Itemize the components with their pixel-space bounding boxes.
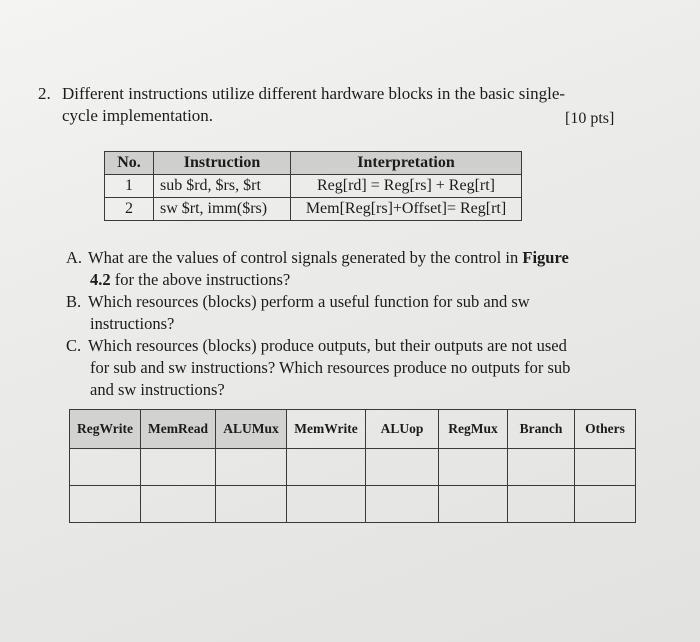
row-interpretation: Mem[Reg[rs]+Offset]= Reg[rt]	[291, 198, 522, 221]
answer-cell[interactable]	[439, 486, 508, 523]
answer-cell[interactable]	[216, 486, 287, 523]
answer-cell[interactable]	[70, 449, 141, 486]
answer-cell[interactable]	[366, 449, 439, 486]
sub-question-a-text: What are the values of control signals generated by the control in	[88, 248, 523, 267]
header-regwrite: RegWrite	[70, 410, 141, 449]
sub-question-a-text-cont: for the above instructions?	[110, 270, 291, 289]
sub-question-c-text-cont2: and sw instructions?	[90, 380, 225, 399]
answer-cell[interactable]	[216, 449, 287, 486]
row-instruction: sub $rd, $rs, $rt	[154, 175, 291, 198]
answer-cell[interactable]	[287, 486, 366, 523]
figure-reference: Figure	[522, 248, 569, 267]
signals-header-row	[70, 410, 636, 449]
header-alumux: ALUMux	[216, 410, 287, 449]
question-points: [10 pts]	[565, 110, 615, 127]
header-no: No.	[105, 152, 154, 175]
sub-question-c	[66, 335, 636, 401]
answer-cell[interactable]	[366, 486, 439, 523]
table-header-row	[105, 152, 522, 175]
row-number: 1	[105, 175, 154, 198]
row-interpretation: Reg[rd] = Reg[rs] + Reg[rt]	[291, 175, 522, 198]
figure-number: 4.2	[90, 270, 111, 289]
header-aluop: ALUop	[366, 410, 439, 449]
sub-question-b-text-cont: instructions?	[90, 314, 175, 333]
answer-cell[interactable]	[141, 486, 216, 523]
answer-cell[interactable]	[70, 486, 141, 523]
sub-question-c-text: Which resources (blocks) produce outputs, but their outputs are not used	[88, 336, 567, 355]
row-number: 2	[105, 198, 154, 221]
signals-answer-row	[70, 486, 636, 523]
header-memwrite: MemWrite	[287, 410, 366, 449]
header-interpretation: Interpretation	[291, 152, 522, 175]
answer-cell[interactable]	[141, 449, 216, 486]
sub-question-letter: A.	[66, 248, 83, 267]
answer-cell[interactable]	[575, 486, 636, 523]
answer-cell[interactable]	[287, 449, 366, 486]
row-instruction: sw $rt, imm($rs)	[154, 198, 291, 221]
question-text-line2: cycle implementation.	[62, 106, 214, 125]
sub-question-letter: B.	[66, 292, 82, 311]
sub-question-a	[66, 247, 636, 291]
sub-question-letter: C.	[66, 336, 82, 355]
table-row	[105, 198, 522, 221]
header-branch: Branch	[508, 410, 575, 449]
answer-cell[interactable]	[439, 449, 508, 486]
sub-question-b	[66, 291, 636, 335]
header-memread: MemRead	[141, 410, 216, 449]
answer-cell[interactable]	[508, 486, 575, 523]
header-regmux: RegMux	[439, 410, 508, 449]
signals-answer-row	[70, 449, 636, 486]
question-text-line1: Different instructions utilize different hardware blocks in the basic single-	[62, 84, 566, 103]
sub-question-b-text: Which resources (blocks) perform a useful function for sub and sw	[88, 292, 530, 311]
control-signals-table	[69, 409, 636, 523]
sub-question-c-text-cont: for sub and sw instructions? Which resources produce no outputs for sub	[90, 358, 571, 377]
header-instruction: Instruction	[154, 152, 291, 175]
instruction-interpretation-table	[104, 151, 522, 221]
header-others: Others	[575, 410, 636, 449]
table-row	[105, 175, 522, 198]
answer-cell[interactable]	[575, 449, 636, 486]
answer-cell[interactable]	[508, 449, 575, 486]
question-number: 2.	[38, 84, 51, 103]
